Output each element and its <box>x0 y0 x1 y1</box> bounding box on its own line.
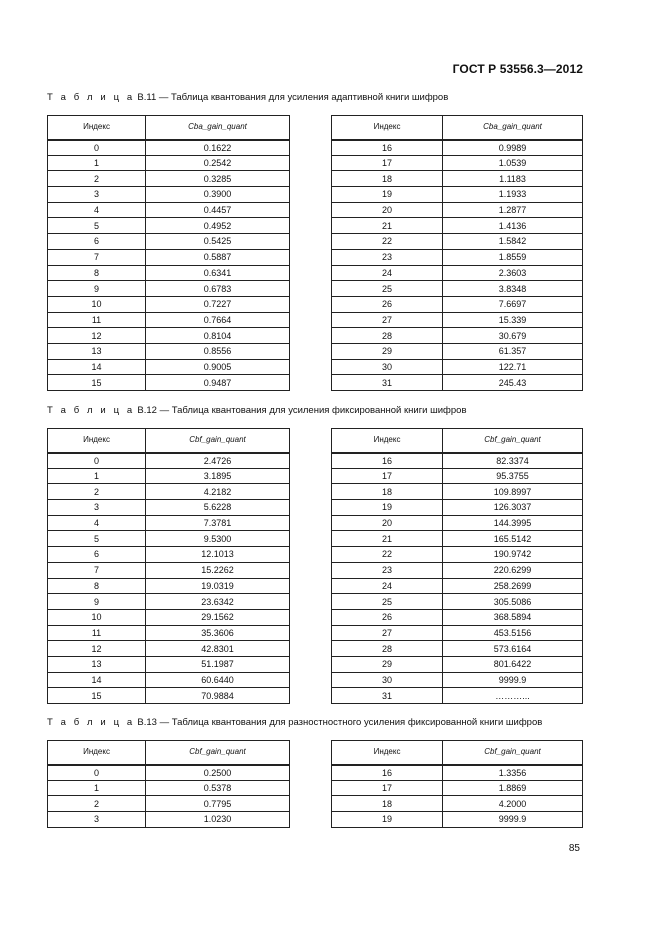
index-cell: 14 <box>48 359 146 375</box>
table-row <box>332 155 583 171</box>
index-cell: 24 <box>332 265 443 281</box>
index-cell: 18 <box>332 171 443 187</box>
caption-number: В.13 <box>137 717 157 728</box>
table-row <box>332 765 583 781</box>
value-cell: 0.7664 <box>146 312 290 328</box>
table-row <box>48 453 290 469</box>
table-row <box>332 218 583 234</box>
value-cell: 0.6341 <box>146 265 290 281</box>
value-cell: 0.2542 <box>146 155 290 171</box>
index-cell: 2 <box>48 796 146 812</box>
caption-number: В.11 <box>137 92 157 103</box>
table-row <box>332 171 583 187</box>
value-cell: 0.6783 <box>146 281 290 297</box>
value-cell: 0.5425 <box>146 234 290 250</box>
index-cell: 0 <box>48 140 146 156</box>
table-row <box>48 688 290 704</box>
table-row <box>48 140 290 156</box>
value-cell: 60.6440 <box>146 672 290 688</box>
value-cell: 1.0230 <box>146 812 290 828</box>
table-row <box>332 343 583 359</box>
index-cell: 24 <box>332 578 443 594</box>
table-row <box>48 780 290 796</box>
table-row <box>332 594 583 610</box>
value-cell: 5.6228 <box>146 500 290 516</box>
index-cell: 21 <box>332 531 443 547</box>
index-cell: 10 <box>48 609 146 625</box>
value-cell: 9999.9 <box>443 672 583 688</box>
table-row <box>48 359 290 375</box>
value-cell: 1.2877 <box>443 202 583 218</box>
value-cell: 0.9005 <box>146 359 290 375</box>
index-cell: 22 <box>332 547 443 563</box>
table-caption-b13 <box>47 717 542 728</box>
column-header-value: Cbf_gain_quant <box>443 429 583 453</box>
index-cell: 13 <box>48 656 146 672</box>
index-cell: 26 <box>332 609 443 625</box>
table-row <box>332 249 583 265</box>
index-cell: 1 <box>48 155 146 171</box>
table-row <box>48 500 290 516</box>
index-cell: 9 <box>48 281 146 297</box>
value-cell: 12.1013 <box>146 547 290 563</box>
index-cell: 15 <box>48 688 146 704</box>
index-cell: 4 <box>48 515 146 531</box>
table-row <box>332 296 583 312</box>
index-cell: 19 <box>332 500 443 516</box>
table-row <box>332 375 583 391</box>
table-row <box>48 375 290 391</box>
table-row <box>332 187 583 203</box>
table-row <box>48 343 290 359</box>
value-cell: 51.1987 <box>146 656 290 672</box>
table-row <box>48 484 290 500</box>
value-cell: 15.2262 <box>146 562 290 578</box>
document-id: ГОСТ Р 53556.3—2012 <box>452 62 583 76</box>
index-cell: 9 <box>48 594 146 610</box>
table-row <box>332 500 583 516</box>
value-cell: 144.3995 <box>443 515 583 531</box>
column-header-index: Индекс <box>332 116 443 140</box>
value-cell: 245.43 <box>443 375 583 391</box>
index-cell: 25 <box>332 594 443 610</box>
index-cell: 30 <box>332 359 443 375</box>
value-cell: 19.0319 <box>146 578 290 594</box>
table-row <box>48 672 290 688</box>
table-row <box>332 812 583 828</box>
caption-title: — Таблица квантования для усиления адаптивной книги шифров <box>156 92 449 103</box>
index-cell: 31 <box>332 375 443 391</box>
value-cell: 0.2500 <box>146 765 290 781</box>
table-row <box>48 609 290 625</box>
table-row <box>48 187 290 203</box>
table-row <box>48 468 290 484</box>
index-cell: 27 <box>332 625 443 641</box>
table-row <box>48 531 290 547</box>
index-cell: 2 <box>48 171 146 187</box>
table-row <box>48 578 290 594</box>
table-row <box>332 796 583 812</box>
value-cell: 122.71 <box>443 359 583 375</box>
table-row <box>48 641 290 657</box>
value-cell: 7.3781 <box>146 515 290 531</box>
index-cell: 17 <box>332 780 443 796</box>
index-cell: 0 <box>48 765 146 781</box>
column-header-value: Cba_gain_quant <box>146 116 290 140</box>
value-cell: 95.3755 <box>443 468 583 484</box>
value-cell: 4.2182 <box>146 484 290 500</box>
table-row <box>48 171 290 187</box>
index-cell: 12 <box>48 641 146 657</box>
value-cell: 305.5086 <box>443 594 583 610</box>
caption-label: Т а б л и ц а <box>47 717 135 728</box>
table-row <box>332 234 583 250</box>
value-cell: 1.3356 <box>443 765 583 781</box>
value-cell: 15.339 <box>443 312 583 328</box>
table-row <box>48 218 290 234</box>
table-row <box>332 547 583 563</box>
caption-number: В.12 <box>137 405 157 416</box>
value-cell: 109.8997 <box>443 484 583 500</box>
value-cell: 0.5887 <box>146 249 290 265</box>
value-cell: 1.8869 <box>443 780 583 796</box>
index-cell: 14 <box>48 672 146 688</box>
table-b11-left <box>47 115 290 391</box>
table-row <box>48 312 290 328</box>
index-cell: 7 <box>48 249 146 265</box>
index-cell: 5 <box>48 218 146 234</box>
value-cell: 9.5300 <box>146 531 290 547</box>
table-row <box>48 281 290 297</box>
index-cell: 6 <box>48 547 146 563</box>
index-cell: 16 <box>332 453 443 469</box>
value-cell: 0.3285 <box>146 171 290 187</box>
table-row <box>332 672 583 688</box>
value-cell: 258.2699 <box>443 578 583 594</box>
table-row <box>332 656 583 672</box>
value-cell: 1.4136 <box>443 218 583 234</box>
table-b12-left <box>47 428 290 704</box>
table-row <box>48 656 290 672</box>
table-b11-right <box>331 115 583 391</box>
table-row <box>332 312 583 328</box>
value-cell: 126.3037 <box>443 500 583 516</box>
value-cell: 82.3374 <box>443 453 583 469</box>
index-cell: 23 <box>332 249 443 265</box>
index-cell: 15 <box>48 375 146 391</box>
value-cell: 0.4952 <box>146 218 290 234</box>
value-cell: 165.5142 <box>443 531 583 547</box>
caption-label: Т а б л и ц а <box>47 92 135 103</box>
index-cell: 12 <box>48 328 146 344</box>
value-cell: 573.6164 <box>443 641 583 657</box>
table-row <box>48 234 290 250</box>
index-cell: 23 <box>332 562 443 578</box>
table-row <box>48 594 290 610</box>
table-row <box>332 281 583 297</box>
value-cell: 0.3900 <box>146 187 290 203</box>
index-cell: 6 <box>48 234 146 250</box>
table-row <box>48 562 290 578</box>
column-header-index: Индекс <box>48 429 146 453</box>
index-cell: 22 <box>332 234 443 250</box>
caption-label: Т а б л и ц а <box>47 405 135 416</box>
index-cell: 31 <box>332 688 443 704</box>
index-cell: 8 <box>48 265 146 281</box>
value-cell: 0.8104 <box>146 328 290 344</box>
index-cell: 27 <box>332 312 443 328</box>
index-cell: 17 <box>332 468 443 484</box>
table-row <box>332 780 583 796</box>
index-cell: 10 <box>48 296 146 312</box>
index-cell: 11 <box>48 625 146 641</box>
index-cell: 29 <box>332 343 443 359</box>
table-row <box>332 328 583 344</box>
table-row <box>332 202 583 218</box>
value-cell: 0.4457 <box>146 202 290 218</box>
table-b13-right <box>331 740 583 828</box>
value-cell: 30.679 <box>443 328 583 344</box>
value-cell: 1.8559 <box>443 249 583 265</box>
value-cell: 35.3606 <box>146 625 290 641</box>
value-cell: 9999.9 <box>443 812 583 828</box>
value-cell: 70.9884 <box>146 688 290 704</box>
table-b12-right <box>331 428 583 704</box>
table-row <box>48 515 290 531</box>
table-row <box>48 202 290 218</box>
value-cell: 7.6697 <box>443 296 583 312</box>
value-cell: 453.5156 <box>443 625 583 641</box>
value-cell: 0.9989 <box>443 140 583 156</box>
table-row <box>332 453 583 469</box>
value-cell: 0.7227 <box>146 296 290 312</box>
index-cell: 8 <box>48 578 146 594</box>
table-row <box>332 468 583 484</box>
value-cell: 0.1622 <box>146 140 290 156</box>
index-cell: 0 <box>48 453 146 469</box>
value-cell: 1.1183 <box>443 171 583 187</box>
table-caption-b12 <box>47 405 467 416</box>
index-cell: 1 <box>48 468 146 484</box>
table-row <box>332 578 583 594</box>
index-cell: 18 <box>332 796 443 812</box>
index-cell: 20 <box>332 202 443 218</box>
table-row <box>332 515 583 531</box>
table-row <box>48 296 290 312</box>
table-row <box>48 265 290 281</box>
index-cell: 5 <box>48 531 146 547</box>
value-cell: 0.8556 <box>146 343 290 359</box>
value-cell: 23.6342 <box>146 594 290 610</box>
value-cell: 0.5378 <box>146 780 290 796</box>
index-cell: 3 <box>48 500 146 516</box>
table-b13-left <box>47 740 290 828</box>
table-row <box>332 609 583 625</box>
index-cell: 28 <box>332 641 443 657</box>
column-header-value: Cbf_gain_quant <box>443 741 583 765</box>
index-cell: 26 <box>332 296 443 312</box>
table-row <box>332 641 583 657</box>
index-cell: 13 <box>48 343 146 359</box>
index-cell: 17 <box>332 155 443 171</box>
table-row <box>48 812 290 828</box>
index-cell: 28 <box>332 328 443 344</box>
index-cell: 3 <box>48 187 146 203</box>
table-row <box>332 688 583 704</box>
index-cell: 25 <box>332 281 443 297</box>
value-cell: 1.5842 <box>443 234 583 250</box>
value-cell: ………... <box>443 688 583 704</box>
column-header-index: Индекс <box>332 741 443 765</box>
table-row <box>332 359 583 375</box>
column-header-value: Cba_gain_quant <box>443 116 583 140</box>
table-row <box>332 140 583 156</box>
caption-title: — Таблица квантования для усиления фиксированной книги шифров <box>156 405 467 416</box>
index-cell: 16 <box>332 140 443 156</box>
index-cell: 21 <box>332 218 443 234</box>
table-row <box>332 265 583 281</box>
value-cell: 801.6422 <box>443 656 583 672</box>
index-cell: 18 <box>332 484 443 500</box>
value-cell: 368.5894 <box>443 609 583 625</box>
index-cell: 19 <box>332 187 443 203</box>
column-header-index: Индекс <box>332 429 443 453</box>
index-cell: 11 <box>48 312 146 328</box>
value-cell: 29.1562 <box>146 609 290 625</box>
index-cell: 30 <box>332 672 443 688</box>
page-number: 85 <box>568 843 580 854</box>
value-cell: 220.6299 <box>443 562 583 578</box>
table-row <box>332 484 583 500</box>
table-row <box>48 765 290 781</box>
index-cell: 3 <box>48 812 146 828</box>
value-cell: 42.8301 <box>146 641 290 657</box>
table-row <box>332 531 583 547</box>
table-row <box>48 249 290 265</box>
value-cell: 4.2000 <box>443 796 583 812</box>
value-cell: 2.4726 <box>146 453 290 469</box>
index-cell: 20 <box>332 515 443 531</box>
column-header-value: Cbf_gain_quant <box>146 741 290 765</box>
value-cell: 61.357 <box>443 343 583 359</box>
index-cell: 1 <box>48 780 146 796</box>
table-row <box>48 547 290 563</box>
column-header-value: Cbf_gain_quant <box>146 429 290 453</box>
index-cell: 7 <box>48 562 146 578</box>
table-row <box>332 562 583 578</box>
index-cell: 19 <box>332 812 443 828</box>
table-caption-b11 <box>47 92 448 103</box>
table-row <box>48 796 290 812</box>
table-row <box>48 328 290 344</box>
value-cell: 0.9487 <box>146 375 290 391</box>
value-cell: 1.1933 <box>443 187 583 203</box>
value-cell: 3.1895 <box>146 468 290 484</box>
index-cell: 4 <box>48 202 146 218</box>
table-row <box>48 155 290 171</box>
column-header-index: Индекс <box>48 116 146 140</box>
table-row <box>332 625 583 641</box>
table-row <box>48 625 290 641</box>
index-cell: 2 <box>48 484 146 500</box>
value-cell: 2.3603 <box>443 265 583 281</box>
value-cell: 0.7795 <box>146 796 290 812</box>
index-cell: 29 <box>332 656 443 672</box>
column-header-index: Индекс <box>48 741 146 765</box>
value-cell: 3.8348 <box>443 281 583 297</box>
index-cell: 16 <box>332 765 443 781</box>
value-cell: 1.0539 <box>443 155 583 171</box>
value-cell: 190.9742 <box>443 547 583 563</box>
caption-title: — Таблица квантования для разностностного усиления фиксированной книги шифров <box>156 717 543 728</box>
